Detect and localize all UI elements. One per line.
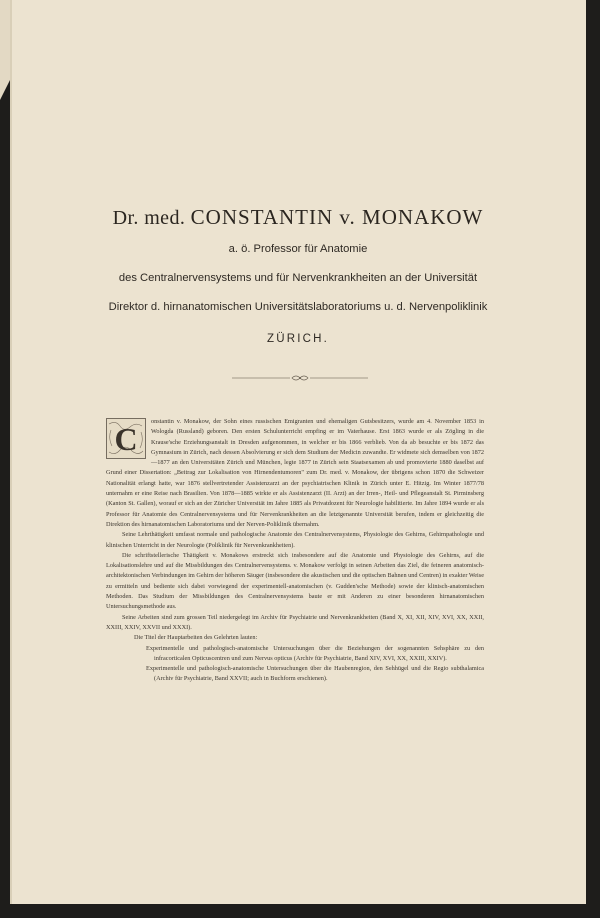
document-page: [10, 0, 586, 904]
paragraph-research: Die schriftstellerische Thätigkeit v. Monakows erstreckt sich insbesondere auf die Anatomie und Physiologie des Gehirns, auf die Lokalisationslehre und auf die Missbildungen des Centralnervensystems. v. Monakow verfolgt in seinen Arbeiten das Ziel, die feineren anatomisch-architektonischen Verbindungen im Gehirn der höheren Säuger (insbesondere die akustischen und die optischen Bahnen und Centren) in exakter Weise zu ermitteln und bediente sich dabei vorwiegend der experimentell-anatomischen (v. Gudden'sche Methode) sowie der klinisch-anatomischen Methoden. Das Studium der Missbildungen des Centralnervensystems baute er mit Anderen zu einer besonderen hirnanatomischen Untersuchungsmethode aus.: [106, 551, 484, 611]
title-name: CONSTANTIN v. MONAKOW: [190, 205, 484, 229]
list-item: Experimentelle und pathologisch-anatomische Untersuchungen über die Beziehungen der sogenannten Sehsphäre zu den infracorticalen Opticuscentren und zum Nervus opticus (Archiv für Psychiatrie, Band XIV, XVI, XX, XXIII, XXIV).: [146, 644, 484, 662]
dropcap-letter: C: [114, 421, 138, 457]
paragraph-publications: Seine Arbeiten sind zum grossen Teil niedergelegt im Archiv für Psychiatrie und Nervenkrankheiten (Band X, XI, XII, XIV, XVI, XX, XXII, XXIII, XXIV, XXVII und XXXI).: [106, 613, 484, 631]
page-title: [10, 205, 586, 230]
paragraph-teaching: Seine Lehrthätigkeit umfasst normale und pathologische Anatomie des Centralnervensystems, Physiologie des Gehirns, Gehirnpathologie und klinischen Unterricht in der Neurologie (Poliklinik für Nervenkrankheiten).: [106, 531, 484, 549]
title-prefix: Dr. med.: [112, 207, 186, 229]
paragraph-biography: onstantin v. Monakow, der Sohn eines russischen Emigranten und ehemaligen Gutsbesitzers, wurde am 4. November 1853 in Wologda (Russland) geboren. Den ersten Schulunterricht empfing er im Vaterhause. Erst 1863 wurde er als Zögling in die Krause'sche Erziehungsanstalt in Dresden aufgenommen, in welcher er bis 1866 verblieb. Von da ab besuchte er bis 1872 das Gymnasium in Zürich, nach dessen Absolvierung er sich dem Studium der Medicin zuwandte. Er widmete sich demselben von 1872—1877 an den Universitäten Zürich und München, legte 1877 in Zürich sein Staatsexamen ab und promovierte 1880 daselbst auf Grund einer Dissertation: „Beitrag zur Lokalisation von Hirnendentumoren" zum Dr. med. v. Monakow, der übrigens schon 1870 die Schweizer Nationalität erlangt hatte, war 1876 stellvertretender Assistenzarzt an der psychiatrischen Klinik in Zürich unter E. Hitzig. Im Winter 1877/78 unternahm er eine Reise nach Brasilien. Von 1878—1885 wirkte er als Assistenzarzt (II. Arzt) an der Irren-, Heil- und Pflegeanstalt St. Pirminsberg (Kanton St. Gallen), worauf er sich an der Züricher Universität im Jahre 1885 als Privatdozent für Neurologie habilitierte. Im Jahre 1894 wurde er als Professor für Anatomie des Centralnervensystems und für Nervenkrankheiten an die letztgenannte Universität berufen, indem er gleichzeitig die Direktion des hirnanatomischen Laboratoriums und der Nerven-Poliklinik übernahm.: [106, 418, 484, 528]
city-heading: ZÜRICH.: [266, 333, 330, 345]
page-edge: [10, 0, 12, 904]
subtitle-department: des Centralnervensystems und für Nervenkrankheiten an der Universität: [118, 272, 478, 284]
dropcap-initial: [106, 418, 146, 459]
subtitle-professor: a. ö. Professor für Anatomie: [228, 243, 368, 255]
ornament-divider: [232, 374, 368, 382]
subtitle-director: Direktor d. hirnanatomischen Universitätslaboratoriums u. d. Nervenpoliklinik: [108, 301, 488, 313]
list-item: Experimentelle und pathologisch-anatomische Untersuchungen über die Haubenregion, den Sehhügel und die Regio subthalamica (Archiv für Psychiatrie, Band XXVII; auch in Buchform erschienen).: [146, 665, 484, 683]
paragraph-titles-intro: Die Titel der Hauptarbeiten des Gelehrten lauten:: [134, 634, 258, 642]
biography-text: [106, 417, 484, 685]
